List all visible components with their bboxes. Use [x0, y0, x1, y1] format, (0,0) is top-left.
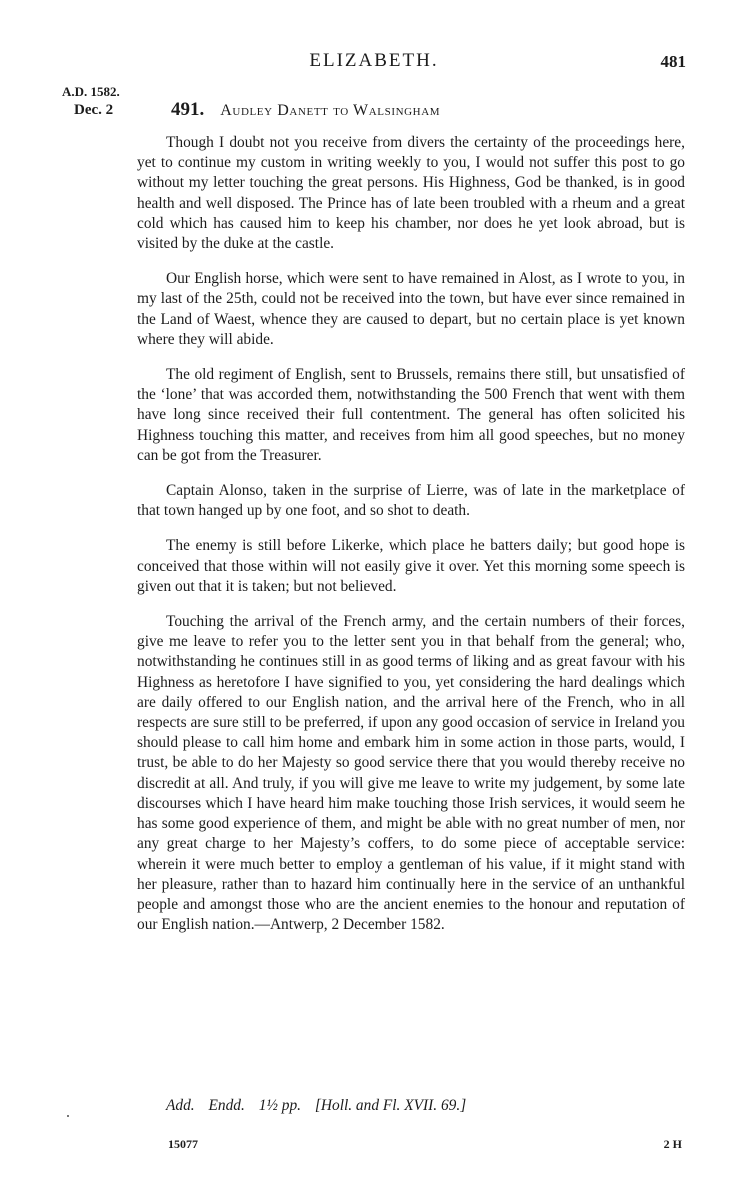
entry-heading [171, 99, 440, 121]
entry-title: Audley Danett to Walsingham [220, 102, 441, 119]
running-head [0, 50, 748, 74]
paragraph: Touching the arrival of the French army, and the certain numbers of their forces, give me leave to refer you to the letter sent you in that behalf from the general; who, notwithstanding he continues still in as good terms of liking and as great favour with his Highness as heretofore I have signified to you, yet considering the hard dealings which are daily offered to our English nation, and the arrival here of the French, who in all respects are sure still to be preferred, if upon any good occasion of service in Ireland you should please to call him home and embark him in some action in those parts, would, I trust, be able to do her Majesty so good service there that you would thereby receive no discredit at all. And truly, if you will give me leave to write my judgement, by some late discourses which I have heard him make touching those Irish services, it would seem he has some good experience of them, and might be able with no great number of men, nor any great charge to her Majesty’s coffers, to do some piece of acceptable service: wherein it were much better to employ a gentleman of his value, if it might stand with her pleasure, rather than to hazard him continually here in the service of an unthankful people and amongst those who are the ancient enemies to the honour and reputation of our English nation.—Antwerp, 2 December 1582. [137, 613, 685, 934]
entry-number: 491. [171, 99, 205, 120]
endorsement-endd: Endd. [208, 1097, 245, 1114]
running-title: ELIZABETH. [309, 50, 439, 71]
paragraph: Though I doubt not you receive from divers the certainty of the proceedings here, yet to continue my custom in writing weekly to you, I would not suffer this post to go without my letter touching the great persons. His Highness, God be thanked, is in good health and well disposed. The Prince has of late been troubled with a rheum and a great cold which has caused him to keep his chamber, nor does he yet look abroad, but is visited by the duke at the castle. [137, 134, 685, 253]
endorsement-pages: 1½ pp. [258, 1097, 302, 1114]
page-number: 481 [660, 52, 686, 71]
paragraph: Our English horse, which were sent to have remained in Alost, as I wrote to you, in my last of the 25th, could not be received into the town, but have ever since remained in the Land of Waest, whence they are caused to depart, but no certain place is yet known where they will abide. [137, 270, 685, 348]
endorsement-add: Add. [166, 1097, 195, 1114]
endorsement-line [166, 1097, 476, 1115]
paragraph: The enemy is still before Likerke, which place he batters daily; but good hope is conceived that those within will not easily give it over. Yet this morning some speech is given out that it is taken; but not believed. [137, 537, 685, 595]
endorsement-reference: [Holl. and Fl. XVII. 69.] [314, 1097, 467, 1114]
margin-date [62, 82, 152, 120]
margin-day: Dec. 2 [74, 102, 114, 118]
footer-signature: 15077 [168, 1137, 198, 1151]
margin-year: A.D. 1582. [62, 84, 120, 99]
letter-body [137, 133, 685, 950]
footer-gathering: 2 H [663, 1137, 682, 1151]
printer-mark [67, 1115, 69, 1117]
paragraph: The old regiment of English, sent to Brussels, remains there still, but unsatisfied of the ‘lone’ that was accorded them, notwithstanding the 500 French that went with them have long since received their full contentment. The general has often solicited his Highness touching this matter, and receives from him all good speeches, but no money can be got from the Treasurer. [137, 366, 685, 464]
paragraph: Captain Alonso, taken in the surprise of Lierre, was of late in the marketplace of that town hanged up by one foot, and so shot to death. [137, 482, 685, 520]
